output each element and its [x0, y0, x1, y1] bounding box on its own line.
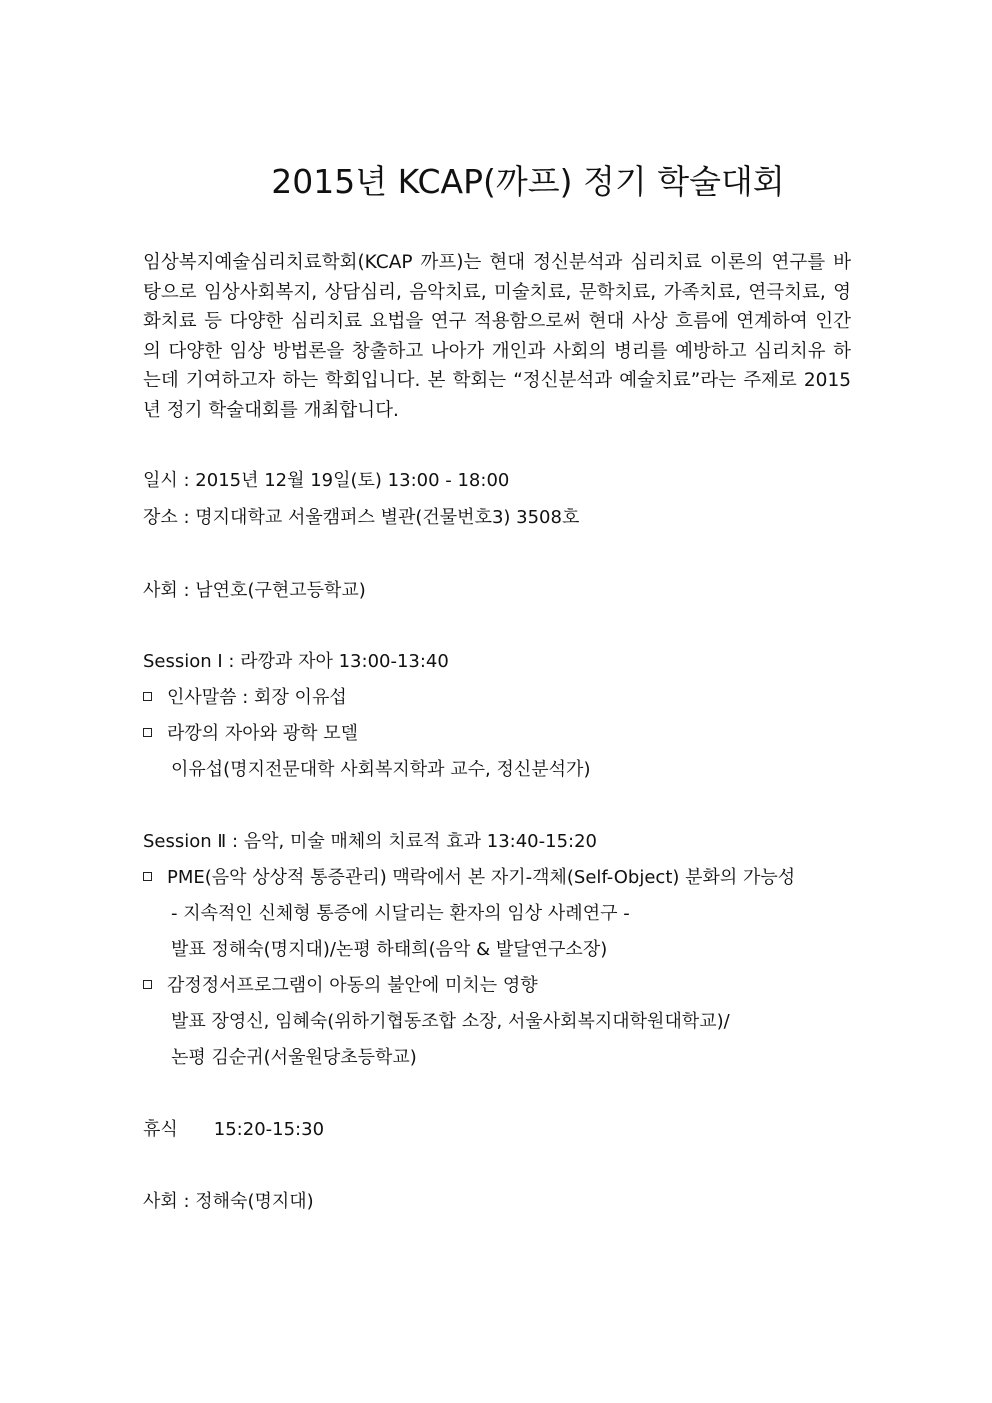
break-time: 15:20-15:30 — [213, 1119, 325, 1140]
session1-item-greeting: 인사말씀 : 회장 이유섭 — [143, 683, 347, 709]
session2-item-emotion-discussant: 논평 김순귀(서울원당초등학교) — [171, 1047, 417, 1068]
break-line — [143, 1115, 324, 1141]
session2-heading: Session Ⅱ : 음악, 미술 매체의 치료적 효과 13:40-15:20 — [143, 831, 597, 852]
session2-item-pme: PME(음악 상상적 통증관리) 맥락에서 본 자기-객체(Self-Object) 분화의 가능성 — [143, 863, 795, 889]
break-label: 휴식 — [143, 1119, 178, 1140]
session1-heading: Session Ⅰ : 라깡과 자아 13:00-13:40 — [143, 651, 449, 672]
intro-paragraph: 임상복지예술심리치료학회(KCAP 까프)는 현대 정신분석과 심리치료 이론의 연구를 바탕으로 임상사회복지, 상담심리, 음악치료, 미술치료, 문학치료, 가족치료, 연극치료, 영화치료 등 다양한 심리치료 요법을 연구 적용함으로써 현대 사상 흐름에 연계하여 인간의 다양한 임상 방법론을 창출하고 나아가 개인과 사회의 병리를 예방하고 심리치유 하는데 기여하고자 하는 학회입니다. 본 학회는 “정신분석과 예술치료”라는 주제로 2015년 정기 학술대회를 개최합니다. — [143, 252, 851, 421]
session1-item-talk: 라깡의 자아와 광학 모델 — [143, 719, 358, 745]
session2-item-pme-subtitle: - 지속적인 신체형 통증에 시달리는 환자의 임상 사례연구 - — [171, 903, 630, 924]
event-date: 일시 : 2015년 12월 19일(토) 13:00 - 18:00 — [143, 470, 510, 491]
document-title: 2015년 KCAP(까프) 정기 학술대회 — [271, 162, 785, 201]
event-place: 장소 : 명지대학교 서울캠퍼스 별관(건물번호3) 3508호 — [143, 507, 580, 528]
host-first: 사회 : 남연호(구현고등학교) — [143, 580, 366, 601]
session1-speaker: 이유섭(명지전문대학 사회복지학과 교수, 정신분석가) — [171, 759, 591, 780]
session2-item-emotion: 감정정서프로그램이 아동의 불안에 미치는 영향 — [143, 971, 538, 997]
session2-item-pme-speaker: 발표 정해숙(명지대)/논평 하태희(음악 & 발달연구소장) — [171, 939, 608, 960]
session2-item-emotion-speaker: 발표 장영신, 임혜숙(위하기협동조합 소장, 서울사회복지대학원대학교)/ — [171, 1011, 730, 1032]
host-second: 사회 : 정해숙(명지대) — [143, 1191, 314, 1212]
